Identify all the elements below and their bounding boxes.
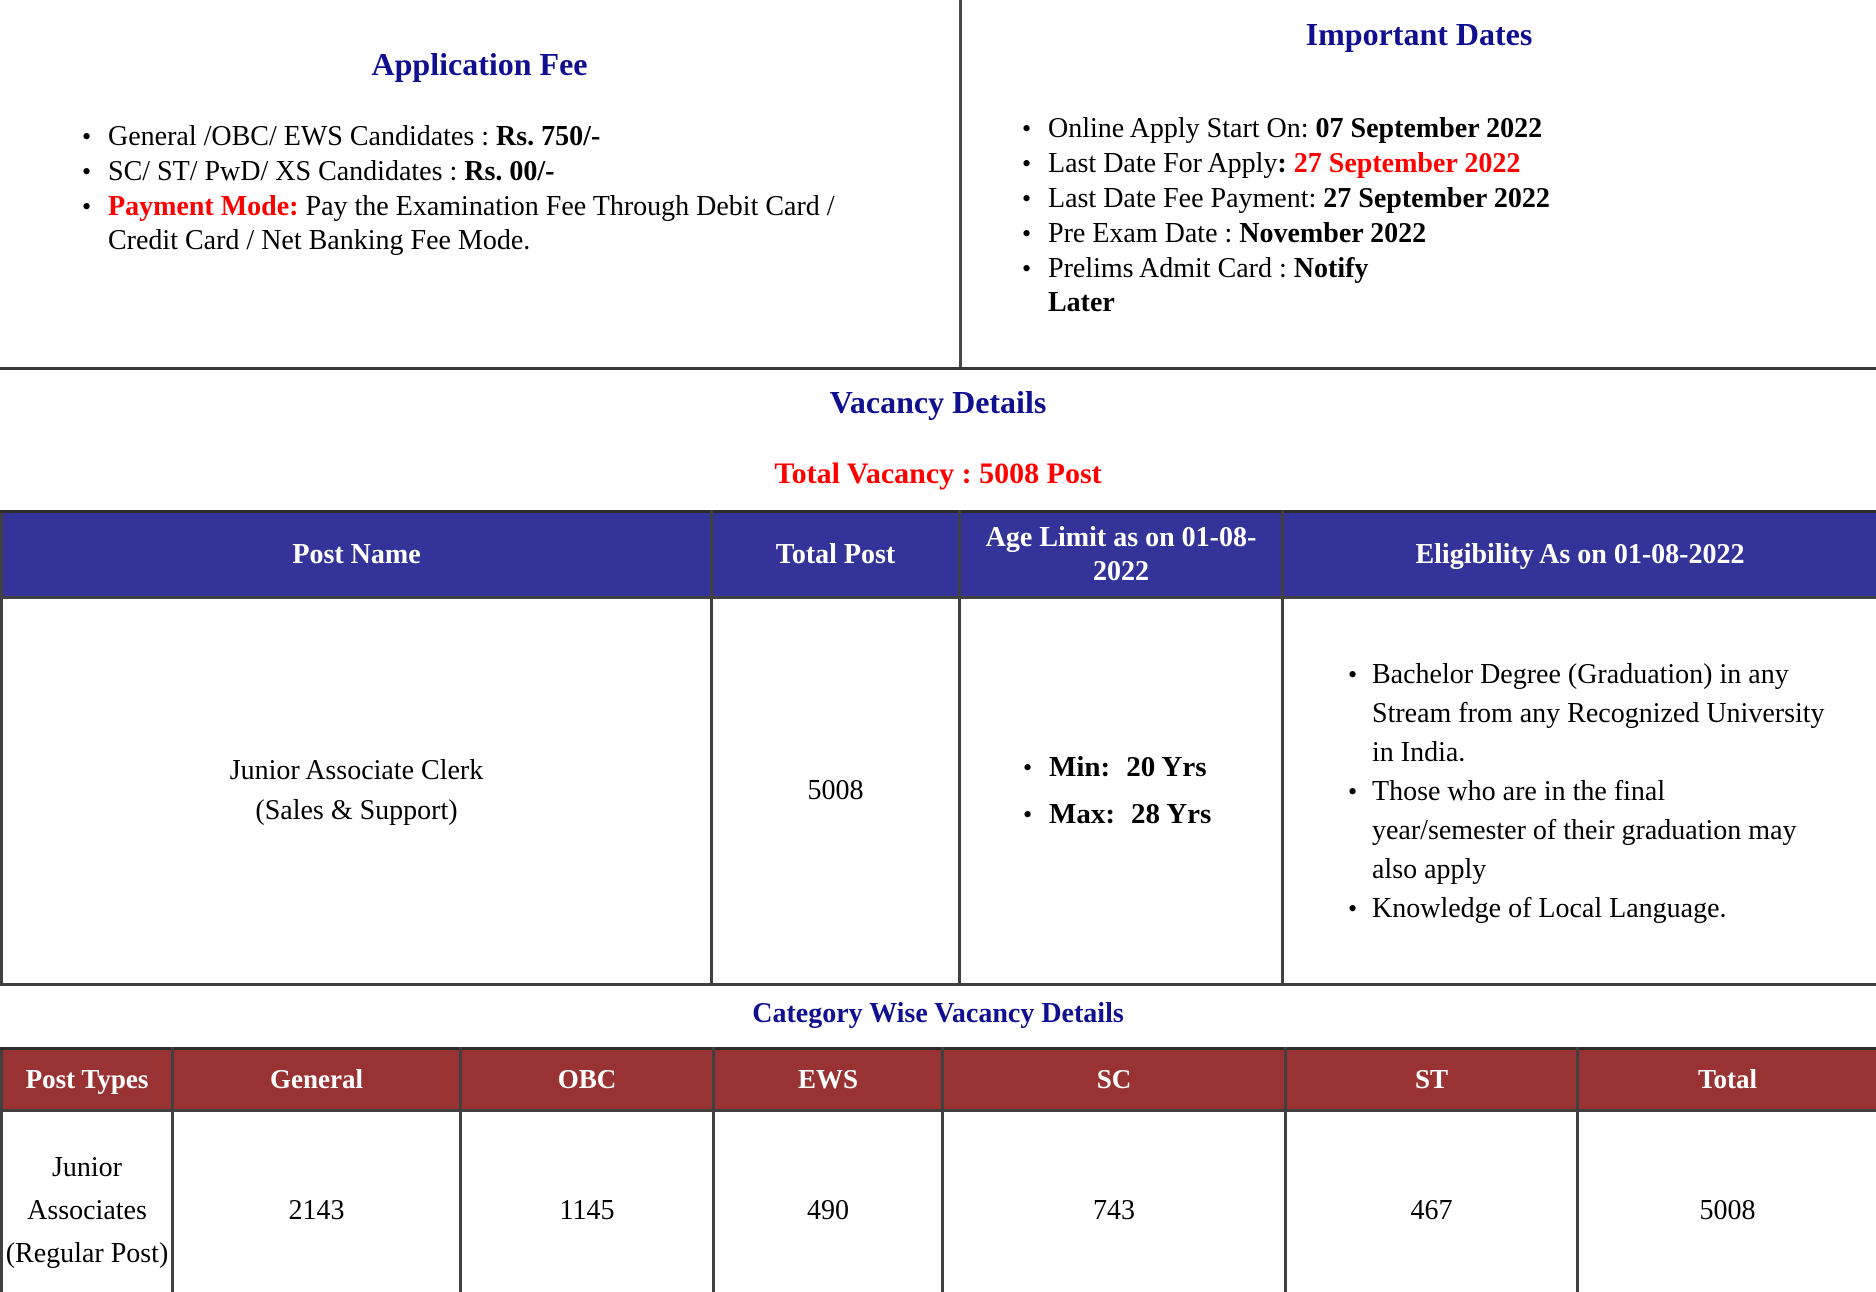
date-item-value: November 2022 — [1239, 218, 1427, 249]
category-post-type-cell: Junior Associates (Regular Post) — [2, 1111, 173, 1292]
col-header-total: Total — [1578, 1049, 1876, 1111]
eligibility-cell — [1283, 598, 1876, 985]
top-section — [0, 0, 1876, 367]
col-header-post-name: Post Name — [2, 512, 712, 598]
date-item-value: 07 September 2022 — [1315, 113, 1543, 144]
category-total-cell: 5008 — [1578, 1111, 1876, 1292]
payment-mode-text: Pay the Examination Fee Through Debit Card / Credit Card / Net Banking Fee Mode. — [108, 191, 835, 256]
vacancy-table — [0, 510, 1876, 986]
age-min-label: Min: — [1049, 751, 1111, 783]
eligibility-item-degree: • Bachelor Degree (Graduation) in any Stream from any Recognized University in India. — [1372, 655, 1826, 772]
date-item-value: 27 September 2022 — [1323, 183, 1550, 214]
fee-item-general — [108, 120, 899, 154]
important-dates-list — [962, 112, 1602, 320]
category-ews-cell: 490 — [714, 1111, 943, 1292]
category-data-row — [2, 1111, 1876, 1292]
post-name-cell — [2, 598, 712, 985]
age-limit-cell — [960, 598, 1283, 985]
age-max-item — [1049, 791, 1281, 838]
col-header-post-types: Post Types — [2, 1049, 173, 1111]
col-header-sc: SC — [943, 1049, 1286, 1111]
vacancy-table-row — [2, 598, 1876, 985]
category-header-row — [2, 1049, 1876, 1111]
col-header-ews: EWS — [714, 1049, 943, 1111]
col-header-obc: OBC — [461, 1049, 714, 1111]
fee-item-amount: Rs. 750/- — [496, 121, 601, 152]
payment-mode-label: Payment Mode: — [108, 191, 299, 222]
vacancy-details-title: Vacancy Details — [829, 384, 1047, 420]
post-name-line2: (Sales & Support) — [255, 795, 458, 826]
date-item-text: Pre Exam Date : — [1048, 218, 1240, 249]
category-section-title: Category Wise Vacancy Details — [752, 998, 1124, 1029]
date-item-value: 27 September 2022 — [1293, 148, 1521, 179]
application-fee-title: Application Fee — [371, 46, 588, 82]
age-max-label: Max: — [1049, 798, 1116, 830]
age-limit-list — [961, 744, 1281, 838]
total-post-cell: 5008 — [712, 598, 960, 985]
date-item-text: Last Date For Apply — [1048, 148, 1278, 179]
category-sc-cell: 743 — [943, 1111, 1286, 1292]
date-item-value: Notify — [1293, 253, 1369, 284]
date-item-admit-card — [1048, 252, 1562, 320]
eligibility-list — [1284, 655, 1876, 928]
date-item-last-date-apply — [1048, 147, 1562, 181]
col-header-age-limit — [960, 512, 1283, 598]
col-header-eligibility: Eligibility As on 01-08-2022 — [1283, 512, 1876, 598]
fee-item-payment-mode — [108, 190, 899, 258]
col-header-total-post: Total Post — [712, 512, 960, 598]
age-min-item — [1049, 744, 1281, 791]
category-st-cell: 467 — [1286, 1111, 1578, 1292]
vacancy-table-header-row — [2, 512, 1876, 598]
category-table — [0, 1047, 1876, 1292]
fee-item-amount: Rs. 00/- — [464, 156, 555, 187]
total-vacancy-line: Total Vacancy : 5008 Post — [774, 457, 1102, 490]
col-header-general: General — [173, 1049, 461, 1111]
date-item-last-fee-payment — [1048, 182, 1562, 216]
date-item-colon: : — [1277, 148, 1294, 179]
fee-item-sc-st — [108, 155, 899, 189]
eligibility-item-final-year: • Those who are in the final year/semester of their graduation may also apply — [1372, 772, 1826, 889]
date-item-pre-exam — [1048, 217, 1562, 251]
important-dates-title: Important Dates — [1305, 16, 1533, 52]
date-item-text: Prelims Admit Card : — [1048, 253, 1294, 284]
application-fee-list — [0, 120, 959, 258]
age-max-value: 28 Yrs — [1131, 798, 1212, 830]
col-header-st: ST — [1286, 1049, 1578, 1111]
eligibility-item-language: • Knowledge of Local Language. — [1372, 889, 1826, 928]
fee-item-text: General /OBC/ EWS Candidates : — [108, 121, 497, 152]
date-item-value-line2: Later — [1048, 287, 1115, 318]
important-dates-panel — [962, 0, 1876, 367]
date-item-text: Online Apply Start On: — [1048, 113, 1316, 144]
post-name-line1: Junior Associate Clerk — [229, 755, 484, 786]
application-fee-panel — [0, 0, 962, 367]
date-item-text: Last Date Fee Payment: — [1048, 183, 1324, 214]
category-obc-cell: 1145 — [461, 1111, 714, 1292]
date-item-apply-start — [1048, 112, 1562, 146]
category-general-cell: 2143 — [173, 1111, 461, 1292]
age-min-value: 20 Yrs — [1126, 751, 1207, 783]
section-divider — [0, 367, 1876, 370]
fee-item-text: SC/ ST/ PwD/ XS Candidates : — [108, 156, 465, 187]
age-limit-header-text: Age Limit as on 01-08-2022 — [985, 521, 1257, 587]
